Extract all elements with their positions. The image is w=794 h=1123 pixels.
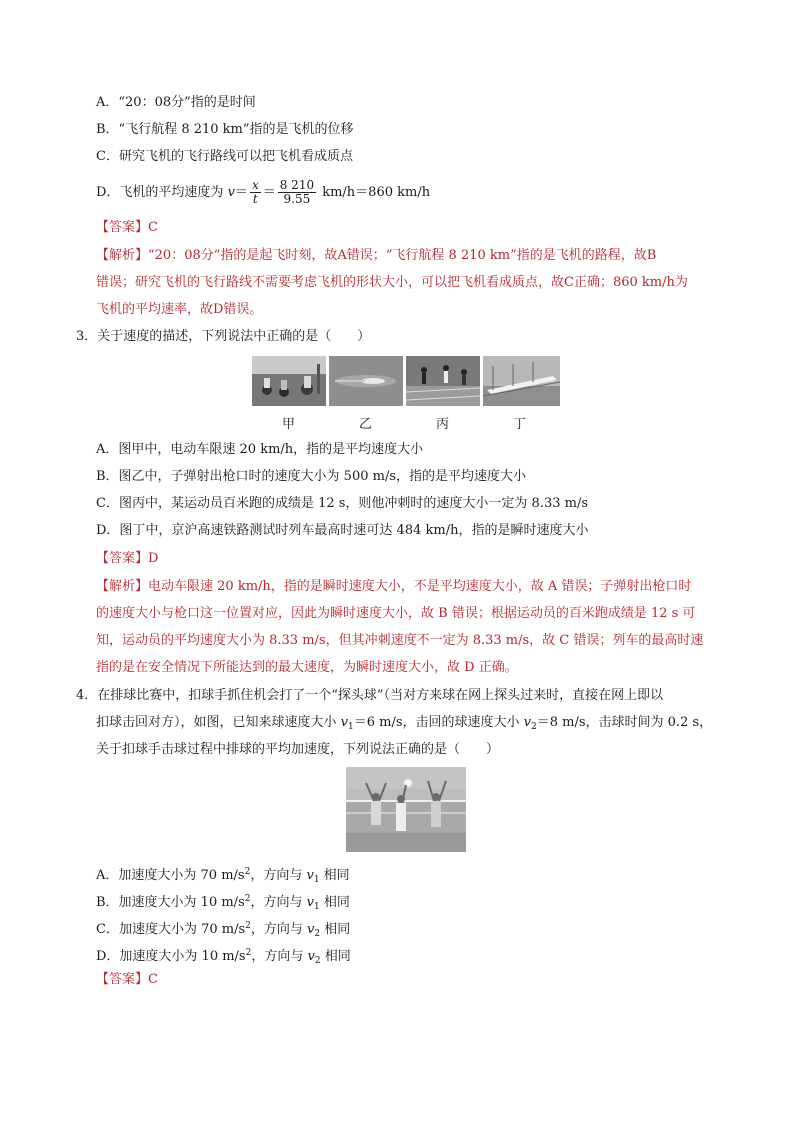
fraction-denominator: t xyxy=(252,192,258,206)
option-text: 相同 xyxy=(320,922,351,937)
q3-analysis-line-2: 的速度大小与枪口这一位置对应，因此为瞬时速度大小，故 B 错误；根据运动员的百米跑成绩是 12 s 可 xyxy=(96,606,696,621)
unit-exponent: 2 xyxy=(244,867,251,877)
option-text: C．加速度大小为 70 m/s xyxy=(96,922,246,937)
unit-exponent: 2 xyxy=(245,948,252,958)
q4-option xyxy=(96,889,350,917)
q4-stem-line-3: 关于扣球手击球过程中排球的平均加速度，下列说法正确的是（ ） xyxy=(96,742,500,757)
q4-stem-line-2 xyxy=(96,713,712,737)
v2-symbol: v xyxy=(523,715,532,730)
q2-fraction-x-over-t xyxy=(250,179,261,206)
unit-exponent: 2 xyxy=(245,921,251,931)
option-text: 相同 xyxy=(319,895,350,910)
q2-option-d-eq: ＝ xyxy=(234,185,248,200)
answer-value: C xyxy=(148,220,158,235)
analysis-text: 电动车限速 20 km/h，指的是瞬时速度大小，不是平均速度大小，故 A 错误；子弹射出枪口时 xyxy=(148,579,692,594)
option-text: B．加速度大小为 10 m/s xyxy=(96,895,245,910)
q3-analysis-line-1 xyxy=(96,577,691,597)
velocity-subscript: 2 xyxy=(314,956,321,966)
q3-option-c: C．图丙中，某运动员百米跑的成绩是 12 s，则他冲刺时的速度大小一定为 8.33 m/s xyxy=(96,496,589,511)
q3-analysis-line-3: 知，运动员的平均速度大小为 8.33 m/s，但其冲刺速度不一定为 8.33 m/s，故 C 错误；列车的最高时速 xyxy=(96,633,704,648)
q2-analysis-line-2: 错误；研究飞机的飞行路线不需要考虑飞机的形状大小，可以把飞机看成质点，故C正确；860 km/h为 xyxy=(96,275,688,290)
answer-tag: 【答案】 xyxy=(96,972,149,987)
answer-value: D xyxy=(148,551,159,566)
stem-text: 扣球击回对方），如图，已知来球速度大小 xyxy=(96,715,341,730)
q3-caption-ding: 丁 xyxy=(513,417,527,432)
q2-option-c: C．研究飞机的飞行路线可以把飞机看成质点 xyxy=(96,149,353,164)
q3-caption-jia: 甲 xyxy=(282,417,296,432)
fraction-denominator: 9.55 xyxy=(283,192,311,206)
q4-option xyxy=(96,916,350,944)
option-text: 相同 xyxy=(319,868,350,883)
q4-answer xyxy=(96,970,158,990)
q3-photo-electric-bike xyxy=(252,356,326,406)
option-text: ，方向与 xyxy=(251,949,308,964)
fraction-numerator: x xyxy=(251,178,259,192)
q4-stem-line-1: 4．在排球比赛中，扣球手抓住机会打了一个“探头球”（当对方来球在网上探头过来时，直接在网上即以 xyxy=(76,688,664,703)
q2-option-b: B．“飞行航程 8 210 km”指的是飞机的位移 xyxy=(96,122,354,137)
q3-option-b: B．图乙中，子弹射出枪口时的速度大小为 500 m/s，指的是平均速度大小 xyxy=(96,469,527,484)
q2-option-d-prefix: D．飞机的平均速度为 xyxy=(96,185,228,200)
fraction-numerator: 8 210 xyxy=(279,178,315,192)
q2-answer xyxy=(96,218,158,238)
q4-option xyxy=(96,943,351,971)
q2-option-d-eq2: ＝ xyxy=(262,185,276,200)
velocity-symbol: v xyxy=(307,922,315,937)
q2-analysis-line-1 xyxy=(96,246,656,266)
q3-photo-sprinters xyxy=(406,356,480,406)
q2-option-d-v: v xyxy=(227,185,235,200)
q3-option-a: A．图甲中，电动车限速 20 km/h，指的是平均速度大小 xyxy=(96,442,424,457)
velocity-symbol: v xyxy=(306,895,314,910)
answer-tag: 【答案】 xyxy=(96,551,149,566)
velocity-symbol: v xyxy=(306,868,314,883)
q2-option-a: A．“20：08分”指的是时间 xyxy=(96,95,256,110)
stem-text: ＝8 m/s，击球时间为 0.2 s， xyxy=(536,715,713,730)
analysis-tag: 【解析】 xyxy=(96,579,149,594)
unit-exponent: 2 xyxy=(244,894,251,904)
q2-option-d-suffix: km/h＝860 km/h xyxy=(318,185,431,200)
q2-option-d xyxy=(96,175,430,211)
option-text: ，方向与 xyxy=(250,922,308,937)
option-text: ，方向与 xyxy=(250,868,307,883)
velocity-subscript: 1 xyxy=(313,902,320,912)
option-text: 相同 xyxy=(320,949,351,964)
answer-value: C xyxy=(148,972,158,987)
q3-answer xyxy=(96,549,158,569)
q4-photo-volleyball xyxy=(346,767,466,852)
option-text: D．加速度大小为 10 m/s xyxy=(96,949,246,964)
q4-option xyxy=(96,862,350,890)
analysis-text: “20：08分”指的是起飞时刻，故A错误；“飞行航程 8 210 km”指的是飞机的路程，故B xyxy=(148,248,657,263)
q2-analysis-line-3: 飞机的平均速率，故D错误。 xyxy=(96,302,263,317)
option-text: A．加速度大小为 70 m/s xyxy=(96,868,245,883)
analysis-tag: 【解析】 xyxy=(96,248,149,263)
velocity-subscript: 2 xyxy=(314,929,321,939)
q3-caption-yi: 乙 xyxy=(359,417,373,432)
q3-photo-bullet xyxy=(329,356,403,406)
q3-analysis-line-4: 指的是在安全情况下所能达到的最大速度，为瞬时速度大小，故 D 正确。 xyxy=(96,660,518,675)
q3-photo-train xyxy=(483,356,560,406)
velocity-symbol: v xyxy=(307,949,315,964)
q2-fraction-value xyxy=(278,179,316,206)
q3-stem: 3．关于速度的描述，下列说法中正确的是（ ） xyxy=(76,329,371,344)
stem-text: ＝6 m/s，击回的球速度大小 xyxy=(353,715,524,730)
option-text: ，方向与 xyxy=(250,895,307,910)
v1-subscript: 1 xyxy=(348,722,354,732)
v2-subscript: 2 xyxy=(531,722,537,732)
answer-tag: 【答案】 xyxy=(96,220,149,235)
v1-symbol: v xyxy=(340,715,348,730)
q3-caption-bing: 丙 xyxy=(436,417,450,432)
q3-option-d: D．图丁中，京沪高速铁路测试时列车最高时速可达 484 km/h，指的是瞬时速度大小 xyxy=(96,523,589,538)
velocity-subscript: 1 xyxy=(313,875,320,885)
